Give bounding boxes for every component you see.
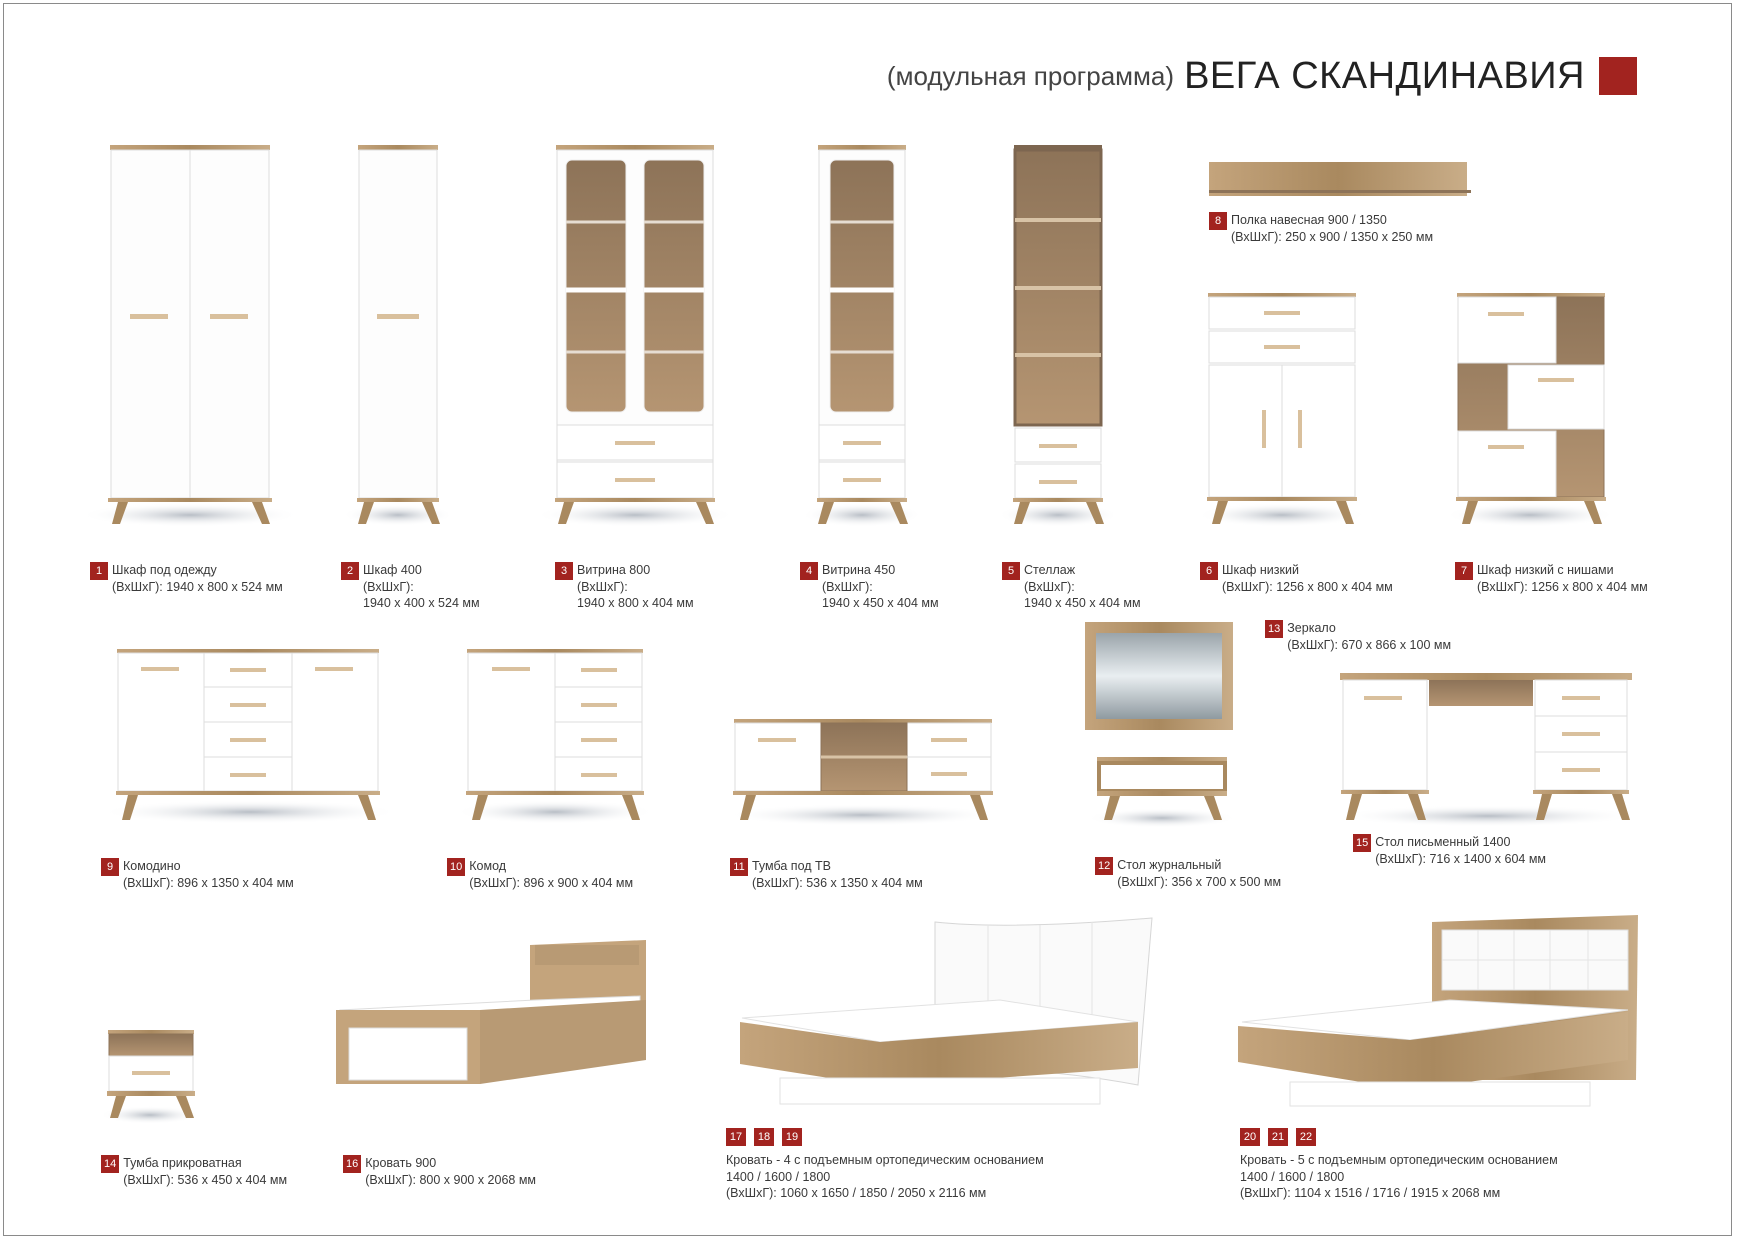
item-dims: (ВхШхГ):: [363, 579, 414, 594]
item-number-badge: 7: [1455, 562, 1473, 580]
item-dims: (ВхШхГ): 536 х 1350 х 404 мм: [752, 875, 923, 890]
wall-shelf: [1209, 162, 1471, 196]
caption-bed-4: [726, 1128, 1044, 1202]
item-number-badge: 20: [1240, 1128, 1260, 1146]
display-cabinet-800: [535, 145, 735, 527]
item-dims: (ВхШхГ): 356 х 700 х 500 мм: [1117, 874, 1282, 889]
caption-14: [101, 1155, 287, 1188]
item-dims: (ВхШхГ):: [822, 579, 873, 594]
item-name: Кровать 900: [365, 1156, 437, 1170]
caption-7: [1455, 562, 1648, 595]
item-name: Стол журнальный: [1117, 858, 1222, 872]
caption-9: [101, 858, 294, 891]
item-dims: (ВхШхГ): 800 х 900 х 2068 мм: [365, 1172, 537, 1187]
item-number-badge: 17: [726, 1128, 746, 1146]
display-cabinet-450: [802, 145, 922, 527]
chest-of-drawers: [455, 649, 655, 824]
sideboard: [100, 649, 400, 824]
item-name: Шкаф низкий с нишами: [1477, 563, 1614, 577]
item-dims: (ВхШхГ): 896 х 1350 х 404 мм: [123, 875, 294, 890]
item-dims: (ВхШхГ):: [1024, 579, 1075, 594]
item-sizes: 1400 / 1600 / 1800: [1240, 1169, 1345, 1184]
item-number-badge: 3: [555, 562, 573, 580]
item-dims: (ВхШхГ): 1060 х 1650 / 1850 / 2050 х 2116 мм: [726, 1186, 987, 1200]
item-dims: (ВхШхГ): 1256 х 800 х 404 мм: [1222, 579, 1393, 594]
caption-8: [1209, 212, 1433, 245]
item-dims: (ВхШхГ): 716 х 1400 х 604 мм: [1375, 851, 1547, 866]
item-name: Шкаф 400: [363, 563, 422, 577]
coffee-table: [1087, 757, 1237, 828]
shelving-unit: [998, 145, 1118, 527]
item-dims: (ВхШхГ): 670 х 866 х 100 мм: [1287, 637, 1452, 652]
caption-bed-5: [1240, 1128, 1558, 1202]
item-name: Комодино: [123, 859, 181, 873]
writing-desk: [1338, 673, 1638, 827]
bed-4: [740, 918, 1152, 1104]
item-name: Полка навесная 900 / 1350: [1231, 213, 1387, 227]
item-number-badge: 19: [782, 1128, 802, 1146]
item-dims: (ВхШхГ): 1256 х 800 х 404 мм: [1477, 579, 1648, 594]
item-dims: 1940 х 450 х 404 мм: [822, 596, 939, 610]
item-name: Витрина 450: [822, 563, 896, 577]
item-number-badge: 9: [101, 858, 119, 876]
wardrobe-400: [343, 145, 453, 526]
item-number-badge: 12: [1095, 857, 1113, 875]
item-number-badge: 13: [1265, 620, 1283, 638]
caption-10: [447, 858, 633, 891]
item-name: Шкаф под одежду: [112, 563, 217, 577]
caption-15: [1353, 834, 1546, 867]
item-dims: (ВхШхГ): 250 х 900 / 1350 х 250 мм: [1231, 229, 1434, 244]
caption-11: [730, 858, 923, 891]
item-name: Стол письменный 1400: [1375, 835, 1511, 849]
caption-3: [555, 562, 694, 612]
wardrobe-800: [80, 145, 300, 527]
item-name: Кровать - 5 с подъемным ортопедическим основанием: [1240, 1153, 1558, 1167]
item-number-badge: 10: [447, 858, 465, 876]
item-name: Кровать - 4 с подъемным ортопедическим основанием: [726, 1153, 1044, 1167]
item-number-badge: 2: [341, 562, 359, 580]
item-number-badge: 5: [1002, 562, 1020, 580]
item-name: Шкаф низкий: [1222, 563, 1299, 577]
item-number-badge: 11: [730, 858, 748, 876]
item-number-badge: 22: [1296, 1128, 1316, 1146]
item-sizes: 1400 / 1600 / 1800: [726, 1169, 831, 1184]
item-number-badge: 14: [101, 1155, 119, 1173]
mirror: [1085, 622, 1233, 730]
item-number-badge: 6: [1200, 562, 1218, 580]
low-cabinet-with-niches: [1445, 293, 1615, 527]
item-name: Комод: [469, 859, 507, 873]
item-number-badge: 15: [1353, 834, 1371, 852]
item-dims: (ВхШхГ): 536 х 450 х 404 мм: [123, 1172, 288, 1187]
item-dims: 1940 х 400 х 524 мм: [363, 596, 480, 610]
item-number-badge: 8: [1209, 212, 1227, 230]
item-name: Стеллаж: [1024, 563, 1076, 577]
item-dims: (ВхШхГ): 1940 х 800 х 524 мм: [112, 579, 283, 594]
nightstand: [100, 1030, 200, 1124]
item-name: Зеркало: [1287, 621, 1336, 635]
item-name: Тумба прикроватная: [123, 1156, 242, 1170]
item-number-badge: 16: [343, 1155, 361, 1173]
caption-16: [343, 1155, 536, 1188]
bed-5: [1238, 915, 1638, 1106]
bed-900: [336, 940, 646, 1084]
item-number-badge: 1: [90, 562, 108, 580]
header-title: ВЕГА СКАНДИНАВИЯ: [1184, 54, 1585, 97]
low-cabinet: [1197, 293, 1367, 527]
caption-1: [90, 562, 283, 595]
item-name: Витрина 800: [577, 563, 651, 577]
header-subtitle: (модульная программа): [886, 60, 1175, 91]
caption-5: [1002, 562, 1141, 612]
caption-13: [1265, 620, 1451, 653]
item-number-badge: 18: [754, 1128, 774, 1146]
tv-stand: [727, 719, 997, 826]
item-dims: (ВхШхГ):: [577, 579, 628, 594]
caption-4: [800, 562, 939, 612]
item-dims: (ВхШхГ): 896 х 900 х 404 мм: [469, 875, 634, 890]
item-dims: (ВхШхГ): 1104 х 1516 / 1716 / 1915 х 2068 мм: [1240, 1186, 1501, 1200]
caption-6: [1200, 562, 1393, 595]
item-name: Тумба под ТВ: [752, 859, 831, 873]
item-number-badge: 21: [1268, 1128, 1288, 1146]
item-dims: 1940 х 450 х 404 мм: [1024, 596, 1141, 610]
item-number-badge: 4: [800, 562, 818, 580]
caption-12: [1095, 857, 1281, 890]
item-dims: 1940 х 800 х 404 мм: [577, 596, 694, 610]
caption-2: [341, 562, 480, 612]
